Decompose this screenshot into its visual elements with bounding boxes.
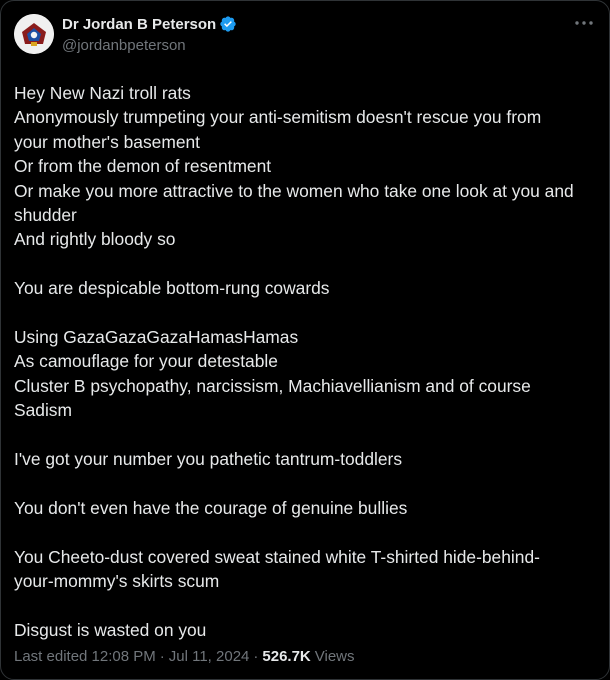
author-handle[interactable]: @jordanbpeterson xyxy=(62,37,186,54)
tweet-line: Anonymously trumpeting your anti-semitism doesn't rescue you from xyxy=(14,107,542,128)
line-gap xyxy=(14,301,596,325)
tweet-line: Hey New Nazi troll rats xyxy=(14,83,191,103)
tweet-line: Or make you more attractive to the women who take one look at you and xyxy=(14,180,574,201)
display-name-row xyxy=(62,15,237,33)
tweet-line: your-mommy's skirts scum xyxy=(14,571,220,592)
tweet-line: Cluster B psychopathy, narcissism, Machiavellianism and of course xyxy=(14,375,531,396)
author-names xyxy=(62,15,237,54)
line-gap xyxy=(14,423,596,447)
tweet-line: And rightly bloody so xyxy=(14,229,176,250)
line-gap xyxy=(14,520,596,544)
tweet-date[interactable]: Jul 11, 2024 xyxy=(168,648,250,665)
tweet-header xyxy=(14,13,596,69)
tweet-line: I've got your number you pathetic tantrum-toddlers xyxy=(14,449,403,470)
tweet-line: As camouflage for your detestable xyxy=(14,351,278,372)
tweet-line: shudder xyxy=(14,205,77,226)
meta-separator: · xyxy=(159,648,165,665)
tweet-line: Or from the demon of resentment xyxy=(14,156,272,177)
tweet-line: your mother's basement xyxy=(14,131,201,152)
tweet-line: You don't even have the courage of genuine bullies xyxy=(14,497,408,518)
tweet-text xyxy=(14,81,596,642)
tweet-line: Using GazaGazaGazaHamasHamas xyxy=(14,327,299,348)
line-gap xyxy=(14,252,596,276)
author-avatar[interactable] xyxy=(14,14,54,54)
meta-separator: · xyxy=(253,648,259,665)
tweet-line: You are despicable bottom-rung cowards xyxy=(14,278,330,299)
verified-badge-icon[interactable] xyxy=(219,15,237,33)
line-gap xyxy=(14,471,596,495)
tweet-line: Disgust is wasted on you xyxy=(14,619,207,640)
line-gap xyxy=(14,593,596,617)
more-horizontal-icon[interactable] xyxy=(573,15,595,31)
avatar-image xyxy=(14,14,54,54)
edited-timestamp[interactable]: Last edited 12:08 PM xyxy=(14,648,156,665)
tweet-line: You Cheeto-dust covered sweat stained white T-shirted hide-behind- xyxy=(14,546,540,567)
tweet-meta xyxy=(14,648,355,665)
views-label: Views xyxy=(314,648,355,665)
author-display-name[interactable]: Dr Jordan B Peterson xyxy=(62,15,217,33)
views-count[interactable]: 526.7K xyxy=(262,648,311,665)
tweet-line: Sadism xyxy=(14,400,72,421)
